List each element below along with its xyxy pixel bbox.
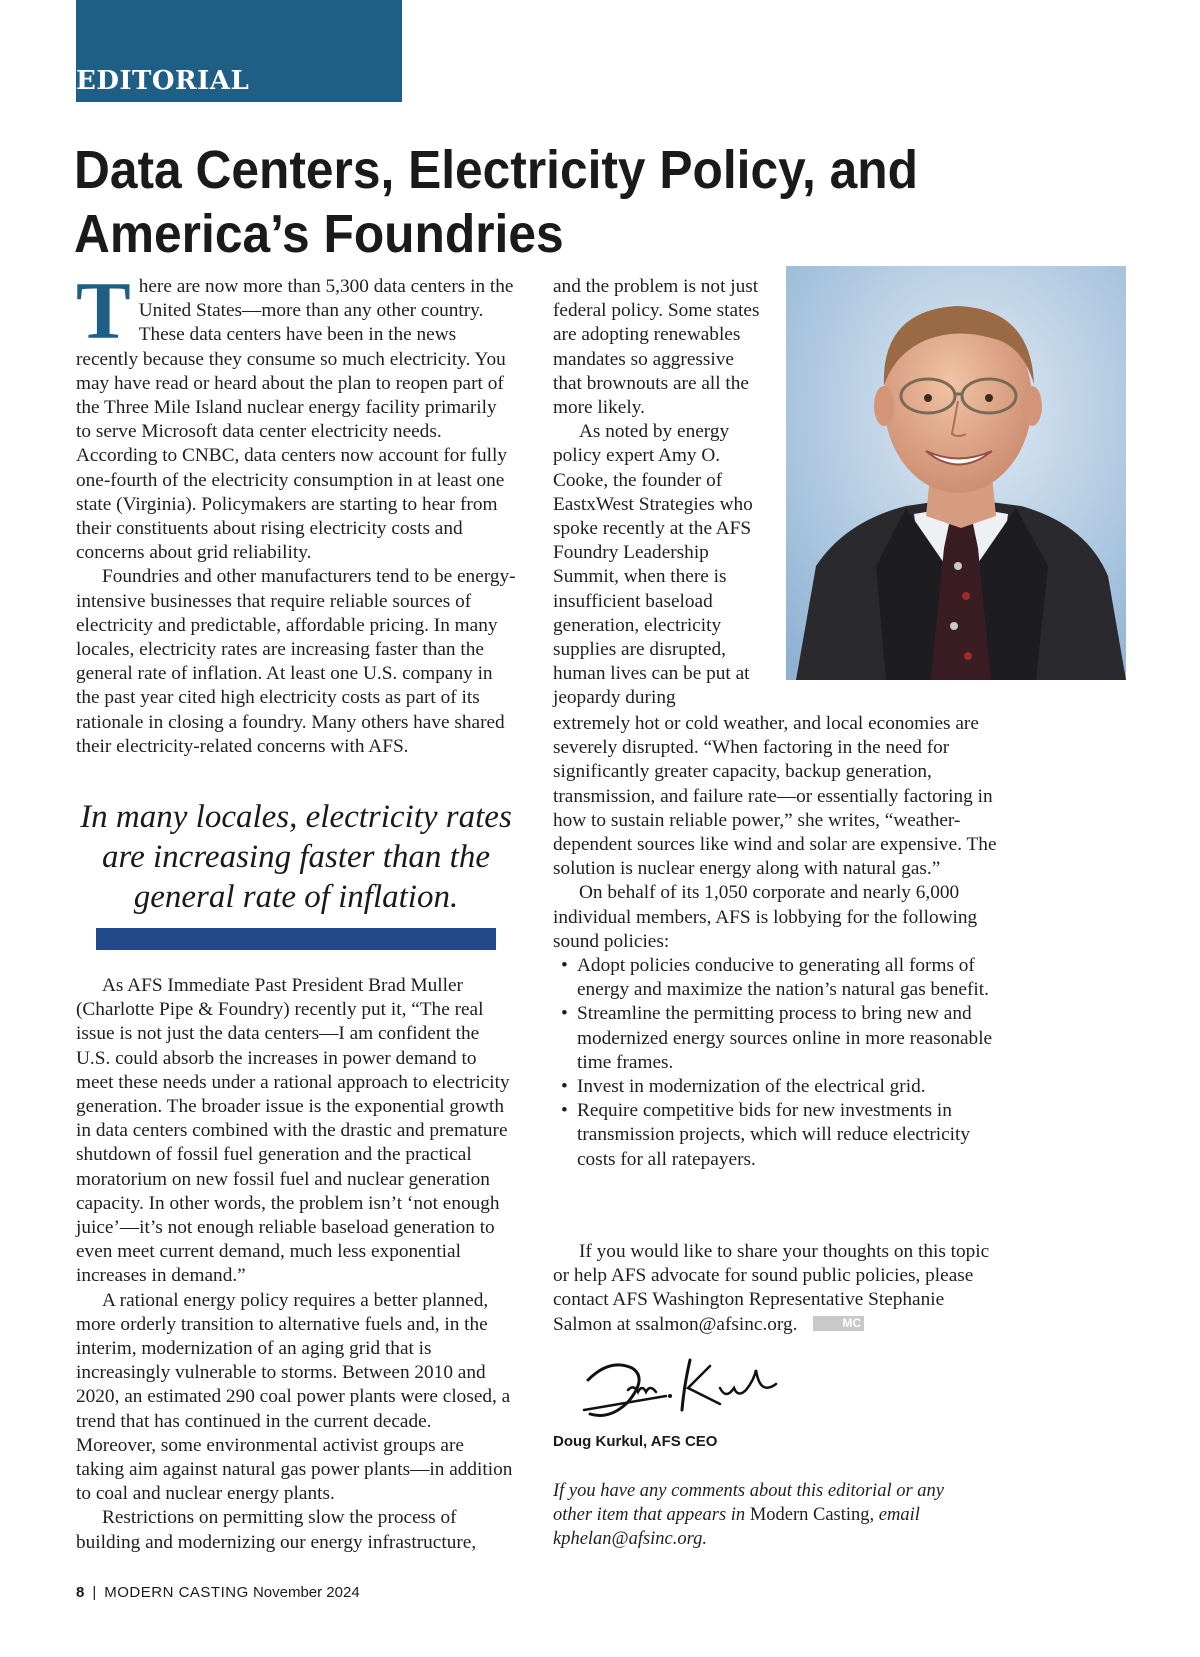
article-column-left-lower: [76, 974, 516, 1555]
bullet-icon: •: [561, 1076, 568, 1098]
issue-date: November 2024: [252, 1584, 360, 1601]
headline: Data Centers, Electricity Policy, and America’s Foundries: [74, 140, 918, 264]
bullet-icon: •: [561, 1100, 568, 1122]
article-paragraph-4: A rational energy policy requires a better planned, more orderly transition to alternative fuels and, in the interim, modernization of an aging grid that is increasingly vulnerable to storms. Between 2010 and 2020, an estimated 290 coal power plants were closed, a trend that has continued in the current decade. Moreover, some environmental activist groups are taking aim against natural gas power plants—in addition to coal and nuclear energy plants.: [76, 1289, 513, 1505]
policy-list: [553, 954, 1003, 1172]
signature-name: Doug Kurkul, AFS CEO: [553, 1433, 718, 1450]
article-paragraph-7: As noted by energy policy expert Amy O. Cooke, the founder of EastxWest Strategies who spoke recently at the AFS Foundry Leadership Summit, when there is insufficient baseload generation, electricity supplies are disrupted, human lives can be put at jeopardy during: [553, 421, 753, 709]
bullet-icon: •: [561, 1003, 568, 1025]
signature-image: [570, 1340, 820, 1430]
article-column-right-narrow: [553, 275, 765, 711]
publication-name: Modern Casting: [749, 1505, 870, 1525]
drop-cap: T: [76, 265, 131, 356]
policy-text: Adopt policies conducive to generating all forms of energy and maximize the nation’s natural gas benefit.: [577, 955, 989, 1001]
page-number: 8: [76, 1584, 85, 1601]
list-item: [553, 954, 1003, 1002]
list-item: [553, 1002, 1003, 1075]
article-paragraph-8: On behalf of its 1,050 corporate and nearly 6,000 individual members, AFS is lobbying for the following sound policies:: [553, 882, 978, 952]
author-photo: [786, 266, 1126, 680]
pull-quote: In many locales, electricity rates are increasing faster than the general rate of inflation.: [80, 799, 512, 915]
list-item: [553, 1099, 1003, 1172]
article-paragraph-6: and the problem is not just federal policy. Some states are adopting renewables mandates so aggressive that brownouts are all the more likely.: [553, 276, 760, 419]
footer-separator: |: [92, 1584, 97, 1601]
page-footer: [76, 1584, 360, 1601]
section-label: EDITORIAL: [76, 66, 250, 96]
bullet-icon: •: [561, 955, 568, 977]
paragraph-1-text: here are now more than 5,300 data centers in the United States—more than any other country. These data centers have been in the news recently because they consume so much electricity. You may have read or heard about the plan to reopen part of the Three Mile Island nuclear energy facility primarily to serve Microsoft data center electricity needs. According to CNBC, data centers now account for fully one-fourth of the electricity consumption in at least one state (Virginia). Policymakers are starting to hear from their constituents about rising electricity costs and concerns about grid reliability.: [76, 276, 514, 564]
policy-text: Streamline the permitting process to bring new and modernized energy sources online in more reasonable time frames.: [577, 1003, 993, 1073]
article-paragraph-2: Foundries and other manufacturers tend to be energy-intensive businesses that require reliable sources of electricity and predictable, affordable pricing. In many locales, electricity rates are increasing faster than the general rate of inflation. At least one U.S. company in the past year cited high electricity costs as part of its rationale in closing a foundry. Many others have shared their electricity-related concerns with AFS.: [76, 566, 516, 757]
article-column-right: [553, 712, 1003, 1172]
list-item: [553, 1075, 1003, 1099]
article-paragraph-3: As AFS Immediate Past President Brad Muller (Charlotte Pipe & Foundry) recently put it, “The real issue is not just the data centers—I am confident the U.S. could absorb the increases in power demand to meet these needs under a rational approach to electricity generation. The broader issue is the exponential growth in data centers combined with the drastic and premature shutdown of fossil fuel generation and the practical moratorium on new fossil fuel and nuclear generation capacity. In other words, the problem isn’t ‘not enough juice’—it’s not enough reliable baseload generation to even meet current demand, much less exponential increases in demand.”: [76, 975, 510, 1287]
magazine-name: MODERN CASTING: [104, 1584, 249, 1601]
note-text: If you have any comments about this editorial or any other item that appears in: [553, 1481, 945, 1525]
article-column-left: [76, 265, 516, 759]
policy-text: Invest in modernization of the electrical grid.: [577, 1076, 926, 1098]
pull-quote-divider: [96, 928, 496, 950]
closing-paragraph-block: [553, 1240, 1003, 1337]
article-paragraph-5: Restrictions on permitting slow the process of building and modernizing our energy infrastructure,: [76, 1507, 477, 1553]
end-mark-icon: MC: [813, 1316, 864, 1331]
closing-paragraph: [553, 1240, 1003, 1337]
article-paragraph-7-continued: extremely hot or cold weather, and local economies are severely disrupted. “When factoring in the need for significantly greater capacity, backup generation, transmission, and failure rate—or essentially factoring in how to sustain reliable power,” she writes, “weather-dependent sources like wind and solar are expensive. The solution is nuclear energy along with natural gas.”: [553, 713, 997, 880]
closing-text: If you would like to share your thoughts on this topic or help AFS advocate for sound public policies, please contact AFS Washington Representative Stephanie Salmon at ssalmon@afsinc.org.: [553, 1241, 990, 1335]
policy-text: Require competitive bids for new investments in transmission projects, which will reduce electricity costs for all ratepayers.: [577, 1100, 971, 1170]
note-text-end: , email kphelan@afsinc.org.: [553, 1505, 920, 1549]
feedback-note: [553, 1479, 973, 1551]
article-paragraph-1: [76, 265, 516, 565]
author-portrait-illustration: [786, 266, 1126, 680]
